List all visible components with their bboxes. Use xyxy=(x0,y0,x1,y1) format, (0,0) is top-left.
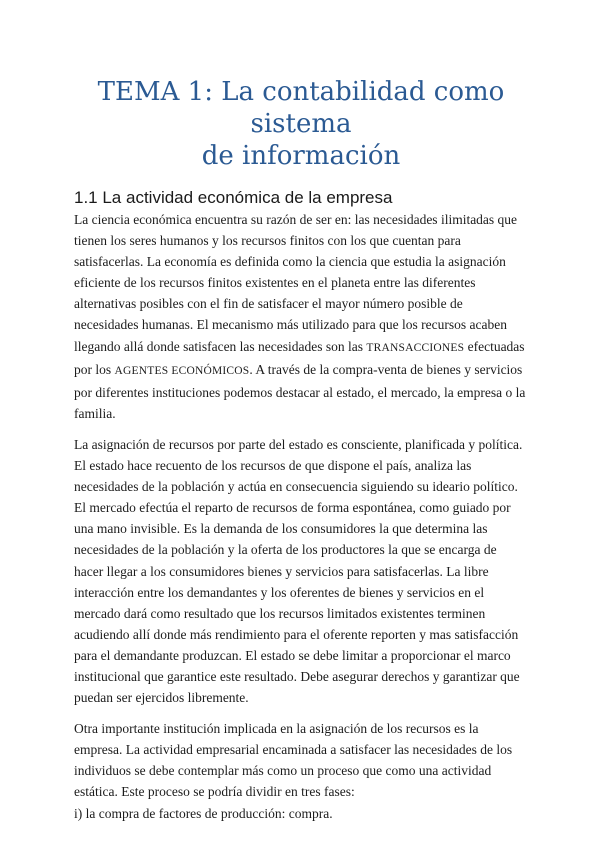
page-title xyxy=(74,76,528,172)
section-heading: 1.1 La actividad económica de la empresa xyxy=(74,188,393,207)
paragraph-3: Otra importante institución implicada en la asignación de los recursos es la empresa. La actividad empresarial encaminada a satisfacer las necesidades de los individuos se debe contemplar más como un proceso que como una actividad estática. Este proceso se podría dividir en tres fases: xyxy=(74,721,513,800)
paragraph-2: La asignación de recursos por parte del estado es consciente, planificada y política. El estado hace recuento de los recursos de que dispone el país, analiza las necesidades de la población y actúa en consecuencia siguiendo su ideario político. El mercado efectúa el reparto de recursos de forma espontánea, como guiado por una mano invisible. Es la demanda de los consumidores la que determina las necesidades de la población y la oferta de los productores la que se encarga de hacer llegar a los consumidores bienes y servicios para satisfacerlas. La libre interacción entre los demandantes y los oferentes de bienes y servicios en el mercado dará como resultado que los recursos limitados existentes terminen acudiendo allí donde más rendimiento para el oferente reporten y mas satisfacción para el demandante produzcan. El estado se debe limitar a proporcionar el marco institucional que garantice este resultado. Debe asegurar derechos y garantizar que puedan ser ejercidos libremente. xyxy=(74,436,523,706)
paragraph-1-text-b: efectuadas por los xyxy=(74,338,525,377)
paragraph-1-text-c: . A través de la compra-venta de bienes y servicios por diferentes instituciones podemos destacar al estado, el mercado, la empresa o la familia. xyxy=(74,361,526,421)
paragraph-1-text-a: La ciencia económica encuentra su razón de ser en: las necesidades ilimitadas que tienen los seres humanos y los recursos finitos con los que cuentan para satisfacerlas. La economía es definida como la ciencia que estudia la asignación eficiente de los recursos finitos existentes en el planeta entre las diferentes alternativas posibles con el fin de satisfacer el mayor número posible de necesidades humanas. El mecanismo más utilizado para que los recursos acaben llegando allá donde satisfacen las necesidades son las xyxy=(74,212,518,354)
title-line-1: TEMA 1: La contabilidad como sistema xyxy=(97,77,505,139)
term-transacciones: TRANSACCIONES xyxy=(366,341,465,354)
paragraph-1 xyxy=(74,209,528,424)
list-item-1: i) la compra de factores de producción: compra. xyxy=(74,805,333,821)
term-agentes-economicos: AGENTES ECONÓMICOS xyxy=(114,364,250,377)
title-line-2: de información xyxy=(201,141,401,171)
